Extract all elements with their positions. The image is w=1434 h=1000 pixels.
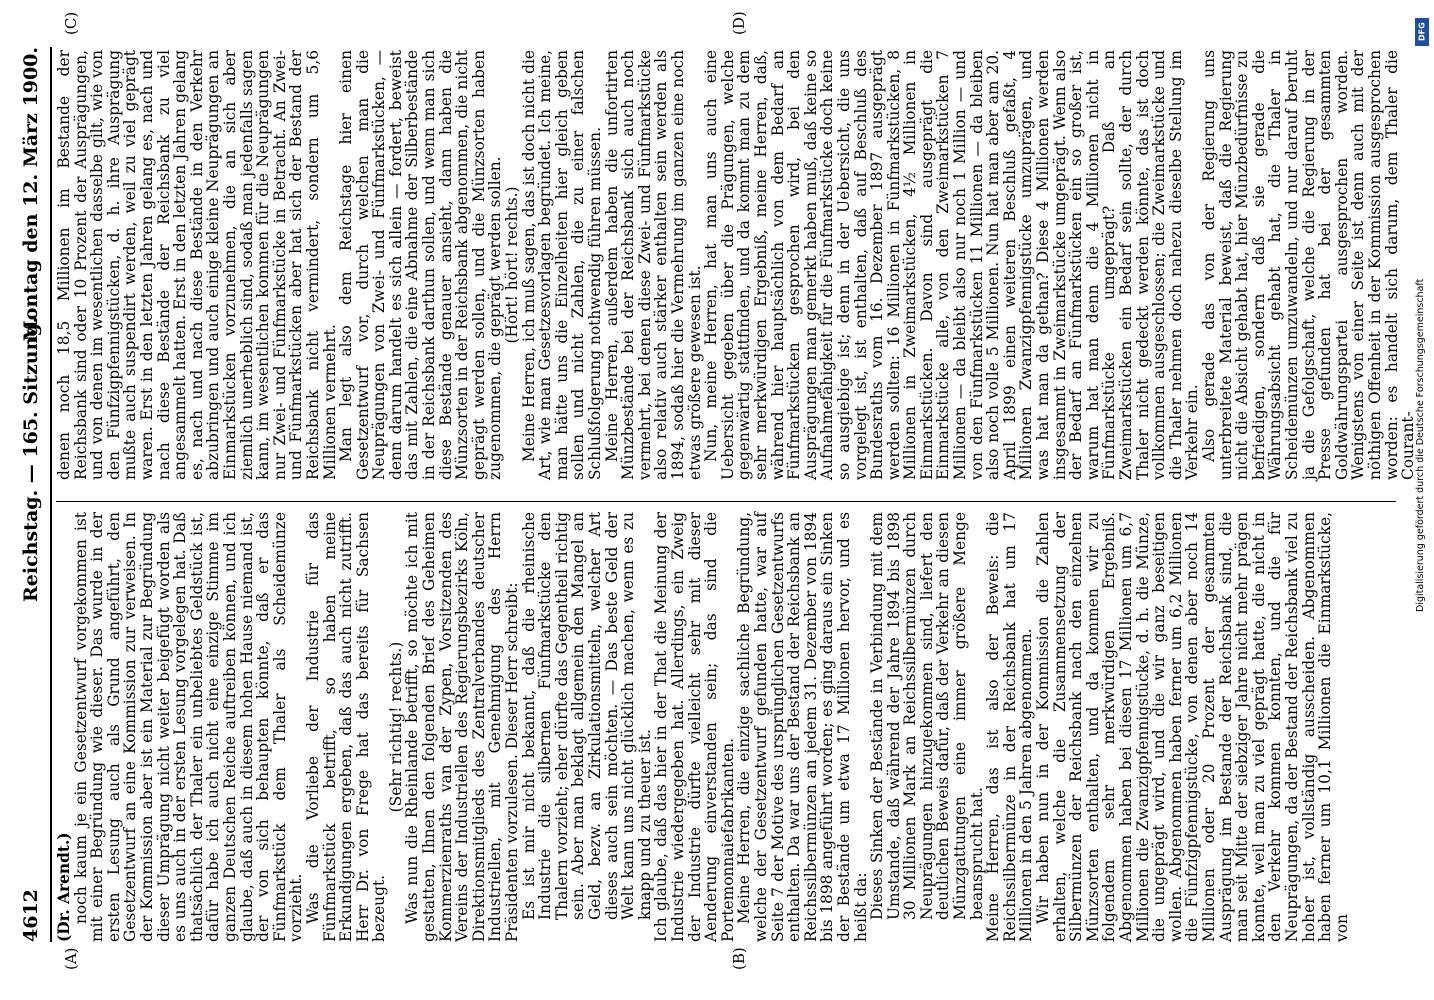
paragraph-text: denen noch 18,5 Millionen im Bestande der Reichsbank sind oder 10 Prozent der Ausprägungen, und von denen im wesentlichen dasselbe gilt, wie von den Fünfzigpfennigstücken, d. h. ihre Ausprägung mußte auch suspendirt werden, weil zu viel geprägt waren. Erst in den letzten Jahren gelang es, nach und nach diese Bestände der Reichsbank zu viel angesammelt hatten. Erst in den letzten Jahren gelang es, nach und nach diese Bestände in den Verkehr abzubringen und auch einige kleine Neuprägungen an Einmarkstücken vorzunehmen, die an sich aber ziemlich unerheblich sind, sodaß man jedenfalls sagen kann, im wesentlichen kommen für die Neuprägungen nur Zwei- und Fünfmarkstücke in Betracht. An Zwei- und Fünfmarkstücken aber hat sich der Bestand der Reichsbank nicht vermindert, sondern um 5,6 Millionen vermehrt.: [55, 50, 339, 480]
paragraph: [604, 50, 704, 480]
paragraph: [653, 512, 736, 942]
paragraph-text: Meine Herren, das ist also der Beweis: die Reichssilbermünze in der Reichsbank hat um 17 Millionen in den 5 Jahren abgenommen.: [984, 512, 1036, 942]
paragraph-text: (Hört! hört! rechts.): [503, 186, 522, 344]
speaker-name: (Dr. Arendt.): [55, 832, 73, 942]
paragraph: [985, 512, 1035, 942]
margin-mark-b: (B): [730, 947, 748, 970]
paragraph: [56, 512, 73, 942]
paragraph: [56, 50, 338, 480]
paragraph: [504, 50, 521, 480]
page-date: Montag den 12. März 1900.: [20, 47, 42, 342]
paragraph: [388, 512, 405, 942]
paragraph: [1201, 50, 1417, 480]
paragraph-text: noch kaum je ein Gesetzentwurf vorgekommen ist mit einer Begründung wie dieser. Das wurde in der ersten Lesung auch als Grund angeführt, den Gesetzentwurf an eine Kommission zur verweisen. In der Kommission aber ist ein Material zur Begründung dieser Umprägung nicht weiter beigefügt worden als es uns auch in der ersten Lesung vorgelegen hat. Daß thatsächlich der Thaler ein unbeliebtes Geldstück ist, dafür habe ich auch nicht eine einzige Stimme im ganzen Deutschen Reiche auftreiben können, und ich glaube, daß auch in diesem hohen Hause niemand ist, der von sich behaupten könnte, daß er das Fünfmarkstück dem Thaler als Scheidemünze vorzieht.: [71, 512, 306, 942]
margin-mark-d: (D): [730, 11, 748, 35]
paragraph-text: Also gerade das von der Regierung uns unterbreitete Material beweist, daß die Regierung nicht die Absicht gehabt hat, hier Münzbedürfnisse zu befriedigen, sondern daß sie gerade die Währungsabsicht gehabt hat, die Thaler in Scheidemünzen umzuwandeln, und nur darauf beruht ja die Gefolgschaft, welche die Regierung in der Presse gefunden hat bei der gesammten Goldwährungspartei ausgesprochen worden. Wenigstens von einer Seite ist denn auch mit der nöthigen Offenheit in der Kommission ausgesprochen worden: es handelt sich darum, dem Thaler die Courant-: [1199, 50, 1418, 480]
paragraph-text: Es ist mir nicht bekannt, daß die rheinische Industrie die silbernen Fünfmarkstücke den Thalern vorzieht; eher dürfte das Gegentheil richtig sein. Aber man beklagt allgemein den Mangel an Geld, bezw. an Zirkulationsmitteln, welcher Art dieses auch sein möchten. — Das beste Geld der Welt kann uns nicht glücklich machen, wenn es zu knapp und zu theuer ist.: [519, 512, 654, 920]
paragraph-text: Was nun die Rheinlande betrifft, so möchte ich mit gestatten, Ihnen den folgenden Brief des Geheimen Kommerzienraths van der Zypen, Vorsitzenden des Vereins der Industriellen des Regierungsbezirks Köln, Direktionsmitglieds des Zentralverbandes deutscher Industriellen, mit Genehmigung des Herrn Präsidenten vorzulesen. Dieser Herr schreibt:: [403, 512, 522, 942]
paragraph-text: Man legt also dem Reichstage hier einen Gesetzentwurf vor, durch welchen man die Neuprägungen von Zwei- und Fünfmarkstücken, — denn darum handelt es sich allein — fordert, beweist das mit Zahlen, die eine Abnahme der Silberbestände in der Reichsbank darthun sollen, und wenn man sich diese Bestände genauer ansieht, dann haben die Münzsorten in der Reichsbank abgenommen, die nicht geprägt werden sollen, und die Münzsorten haben zugenommen, die geprägt werden sollen.: [337, 50, 505, 480]
digitization-credit: Digitalisierung gefördert durch die Deutsche Forschungsgemeinschaft: [1415, 278, 1426, 612]
paragraph: [338, 50, 504, 480]
header-rule: [50, 47, 52, 942]
paragraph: [736, 512, 869, 942]
paragraph: [869, 512, 985, 920]
paragraph: [404, 512, 520, 942]
paragraph: [521, 512, 654, 920]
page-title: Reichstag. — 165. Sitzung.: [20, 316, 42, 602]
paragraph: [305, 512, 388, 942]
right-text-column: [55, 50, 1418, 480]
paragraph-text: (Sehr richtig! rechts.): [386, 641, 405, 813]
paragraph: [521, 50, 604, 480]
dfg-logo: DFG: [1415, 18, 1429, 46]
paragraph-text: Ich glaube, daß das hier in der That die Meinung der Industrie wiedergegeben hat. Allerdings, ein Zweig der Industrie dürfte vielleicht sehr mit dieser Aenderung einverstanden sein; das sind die Portemonnaiefabrikanten.: [652, 512, 737, 942]
page-header: [12, 47, 48, 942]
paragraph: [703, 50, 1201, 480]
paragraph-text: Nun, meine Herren, hat man uns auch eine Uebersicht gegeben über die Prägungen, welche gegenwärtig stattfinden, und da kommt man zu dem sehr merkwürdigen Ergebniß, meine Herren, daß, während hier hauptsächlich von dem Bedarf an Fünfmarkstücken gesprochen wird, bei den Ausprägungen man gemerkt haben muß, daß keine so Aufnahmefähigkeit für die Fünfmarkstücke doch keine so ausgiebige ist; denn in der Uebersicht, die uns vorgelegt ist, ist enthalten, daß auf Beschluß des Bundesraths vom 16. Dezember 1897 ausgeprägt werden sollten: 16 Millionen in Fünfmarkstücken, 8 Millionen in Zweimarkstücken, 4½ Millionen in Einmarkstücken. Davon sind ausgeprägt die Einmarkstücke alle, von den Zweimarkstücken 7 Millionen — da bleibt also nur noch 1 Million — und von den Fünfmarkstücken 11 Millionen — da bleiben also noch volle 5 Millionen. Nun hat man aber am 20. April 1899 einen weiteren Beschluß gefaßt, 4 Millionen Zwanzigpfennigstücke umzuprägen, und was hat man da gethan? Diese 4 Millionen werden insgesammt in Zweimarkstücke umgeprägt. Wenn also der Bedarf an Fünfmarkstücken ein so großer ist, warum hat man denn die 4 Millionen nicht in Fünfmarkstücke umgeprägt? Daß an Zweimarkstücken ein Bedarf sein sollte, der durch Thaler nicht gedeckt werden könnte, das ist doch vollkommen ausgeschlossen; die Zweimarkstücke und die Thaler nehmen doch nahezu dieselbe Stellung im Verkehr ein.: [702, 50, 1202, 480]
margin-mark-a: (A): [62, 947, 80, 970]
paragraph-text: Was die Vorliebe der Industrie für das Fünfmarkstück betrifft, so haben meine Erkundigungen ergeben, daß das auch nicht zutrifft. Herr Dr. von Frege hat das bereits für Sachsen bezeugt.: [303, 512, 389, 942]
paragraph: [1035, 512, 1350, 942]
paragraph-text: Meine Herren, die einzige sachliche Begründung, welche der Gesetzentwurf gefunden hatte, war auf Seite 7 der Motive des ursprünglichen Gesetzentwurfs enthalten. Da war uns der Bestand der Reichsbank an Reichssilbermünzen an jedem 31. Dezember von 1894 bis 1898 angeführt worden; es ging daraus ein Sinken der Bestände um etwa 17 Millionen hervor, und es heißt da:: [735, 512, 870, 942]
paragraph-text: Wir haben nun in der Kommission die Zahlen erhalten, welche die Zusammensetzung der Silbermünzen der Reichsbank nach den einzelnen Münzsorten enthalten, und da kommen wir zu folgendem sehr merkwürdigen Ergebniß. Abgenommen haben bei diesen 17 Millionen um 6,7 Millionen die Zwanzigpfennigstücke, d. h. die Münze, die ungeprägt wird, und die wir ganz beseitigen wollen. Abgenommen haben ferner um 6,2 Millionen die Fünfzigpfennigstücke, von denen aber noch 14 Millionen oder 20 Prozent der gesammten Ausprägung im Bestande der Reichsbank sind, die man seit Mitte der siebziger Jahre nicht mehr prägen konnte, weil man zu viel geprägt hatte, die nicht in den Verkehr kommen konnten, und die für Neuprägungen, da der Bestand der Reichsbank viel zu hoher ist, vollständig ausscheiden. Abgenommen haben ferner um 10,1 Millionen die Einmarkstücke, von: [1034, 512, 1351, 942]
column-divider: [56, 501, 1396, 502]
paragraph-text: Meine Herren, ich muß sagen, das ist doch nicht die Art, wie man Gesetzesvorlagen begründet. Ich meine, man hätte uns die Einzelheiten hier gleich geben sollen und nicht Zahlen, die zu einer falschen Schlußfolgerung nothwendig führen müssen.: [519, 50, 604, 480]
page-number: 4612: [20, 889, 42, 942]
margin-mark-c: (C): [62, 11, 80, 35]
paragraph-text: Dieses Sinken der Bestände in Verbindung mit dem Umstande, daß während der Jahre 1894 bis 1898 30 Millionen Mark an Reichssilbermünzen durch Neuprägungen hinzugekommen sind, liefert den deutlichen Beweis dafür, daß der Verkehr an diesen Münzgattungen eine immer größere Menge beansprucht hat.: [868, 512, 986, 920]
paragraph: [73, 512, 305, 942]
left-text-column: [56, 512, 1386, 942]
paragraph-text: Meine Herren, außerdem haben die unfortirten Münzbestände bei der Reichsbank sich auch noch vermehrt, bei denen diese Zwei- und Fünfmarkstücke also relativ auch stärker enthalten sein werden als 1894, sodaß hier die Vermehrung im ganzen eine noch etwas größere gewesen ist.: [602, 50, 704, 480]
